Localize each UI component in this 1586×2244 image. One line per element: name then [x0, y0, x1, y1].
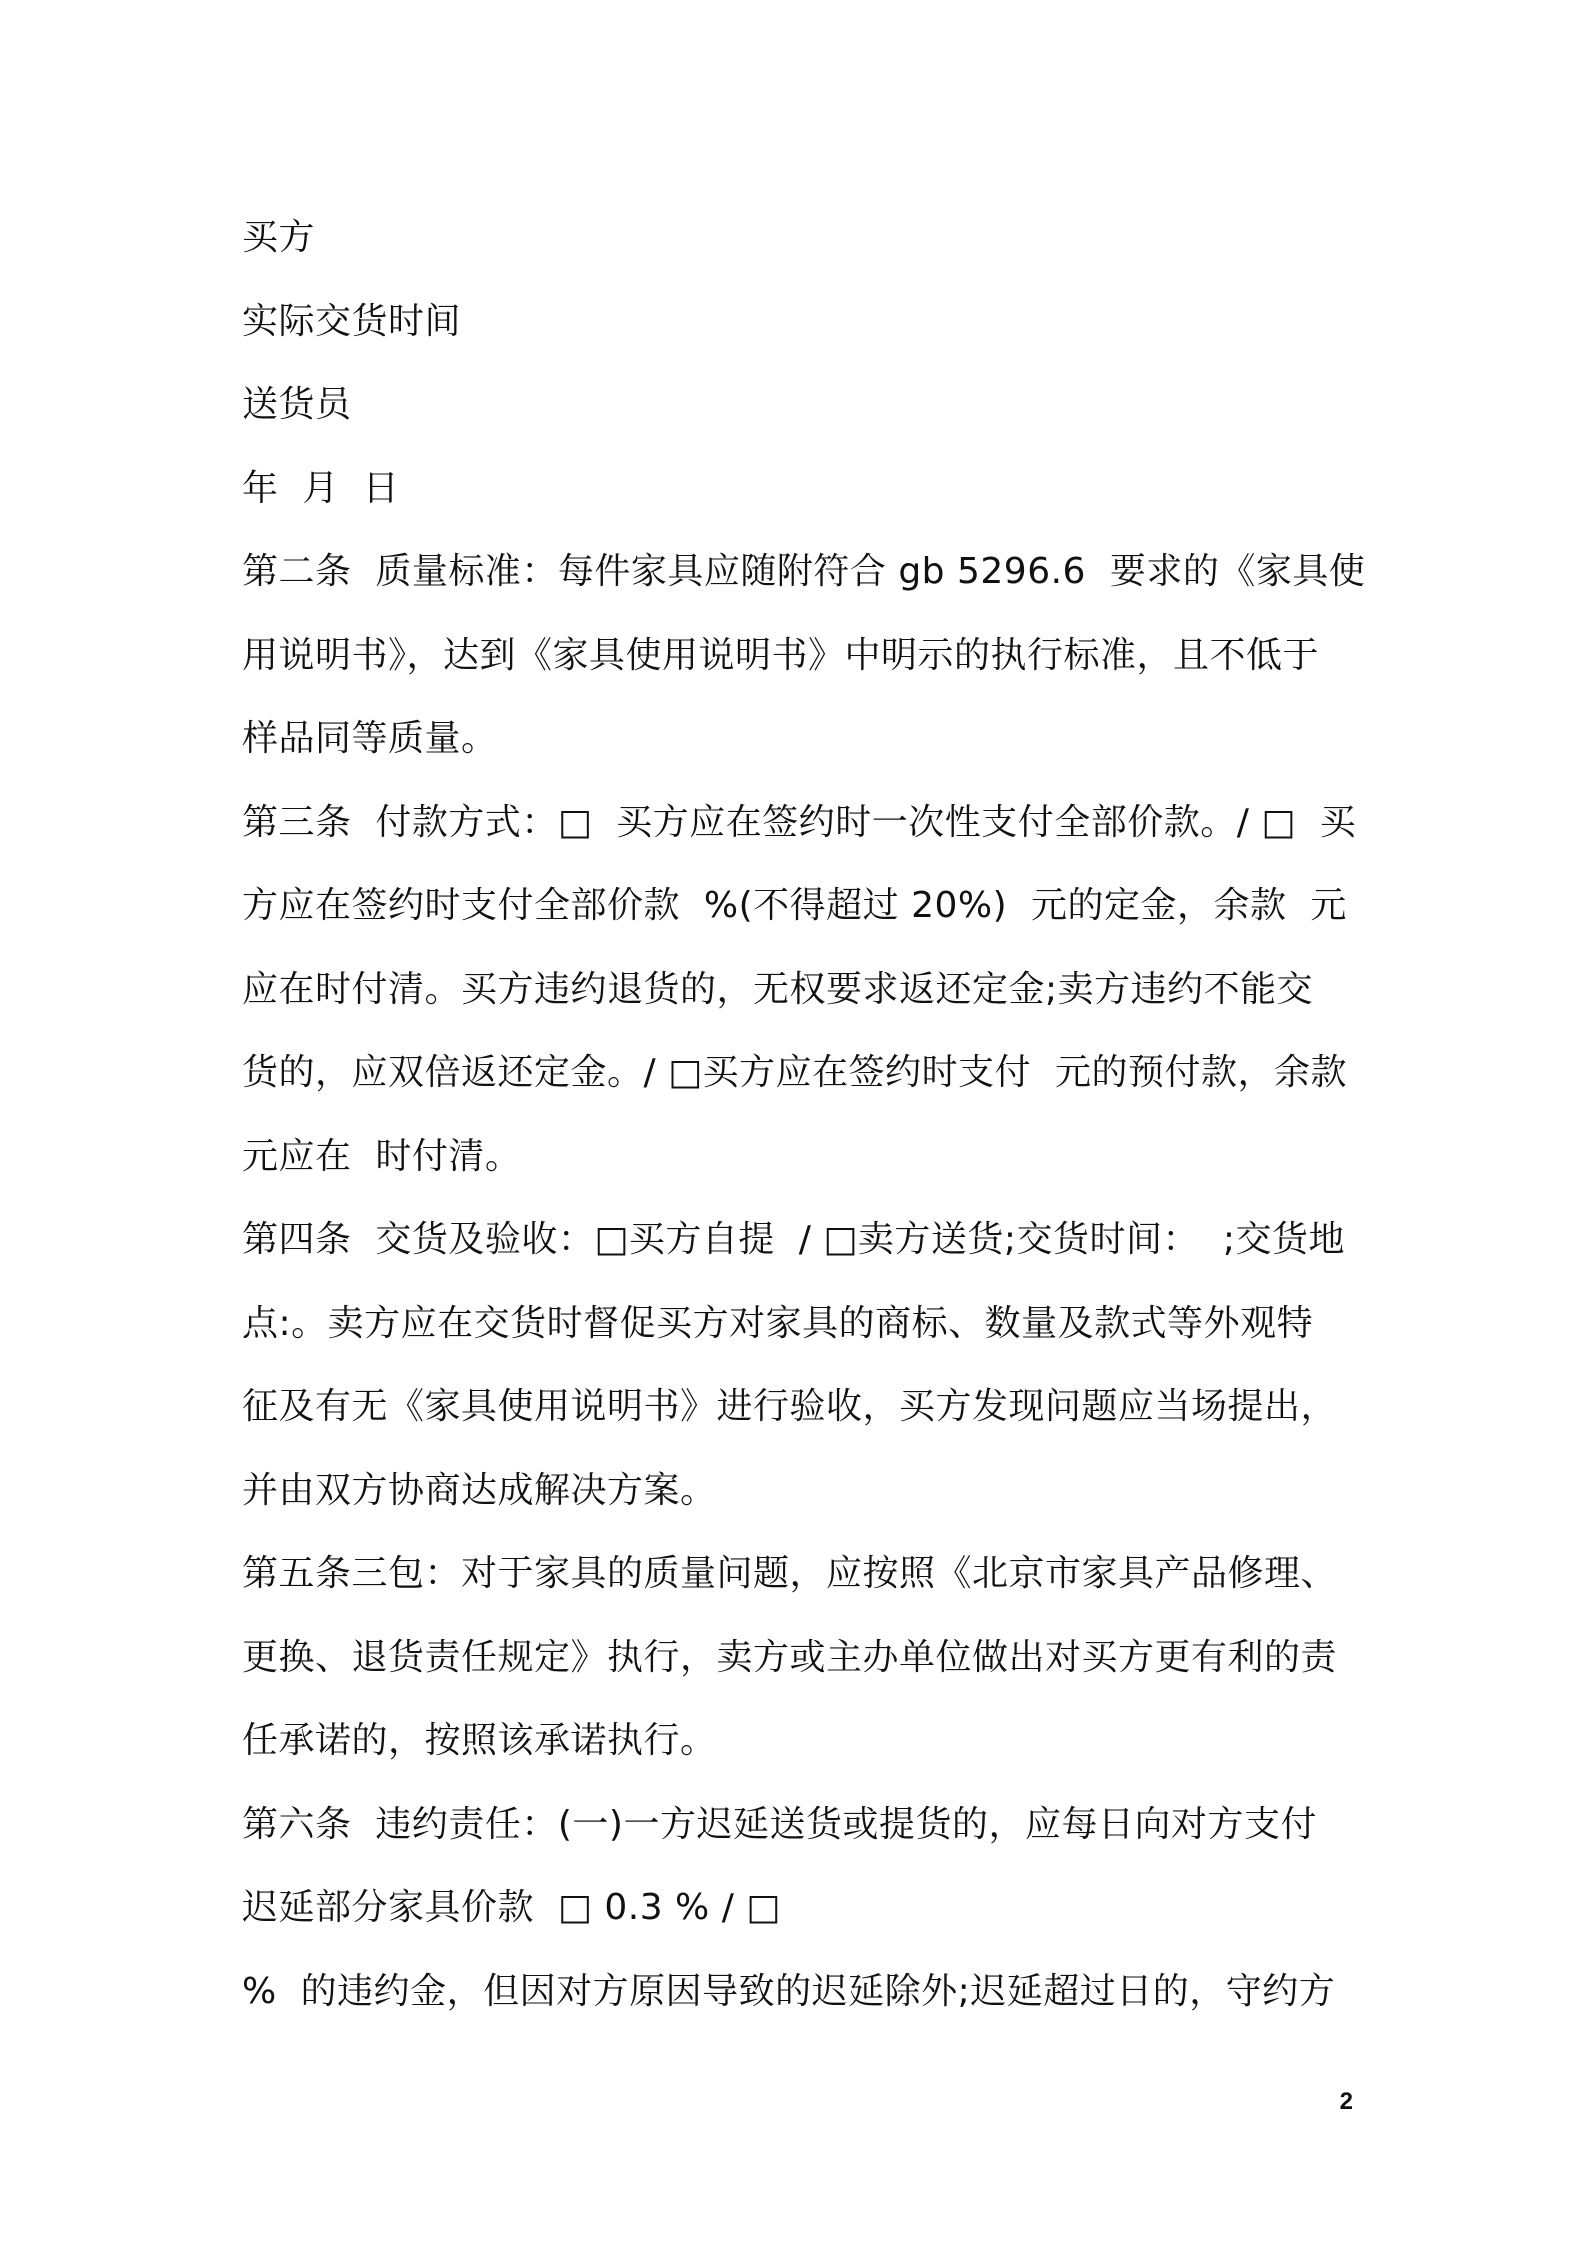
text-line: % 的违约金，但因对方原因导致的迟延除外;迟延超过日的，守约方: [242, 1970, 1336, 2012]
text-line: 并由双方协商达成解决方案。: [242, 1469, 717, 1511]
text-line: 年 月 日: [242, 467, 400, 509]
text-line: 第二条 质量标准：每件家具应随附符合 gb 5296.6 要求的《家具使: [242, 551, 1366, 592]
text-line: 任承诺的，按照该承诺执行。: [242, 1720, 717, 1761]
text-line: 迟延部分家具价款 □ 0.3 % / □: [242, 1887, 781, 1928]
text-line: 样品同等质量。: [242, 718, 498, 759]
text-line: 应在时付清。买方违约退货的，无权要求返还定金;卖方违约不能交: [242, 968, 1314, 1010]
page-number: 2: [1339, 2088, 1353, 2115]
text-line: 更换、退货责任规定》执行，卖方或主办单位做出对买方更有利的责: [242, 1636, 1338, 1678]
text-line: 元应在 时付清。: [242, 1135, 522, 1177]
text-line: 货的，应双倍返还定金。/ □买方应在签约时支付 元的预付款，余款: [242, 1052, 1347, 1093]
text-line: 实际交货时间: [242, 300, 462, 342]
document-body: [242, 196, 1366, 2033]
text-line: 点:。卖方应在交货时督促买方对家具的商标、数量及款式等外观特: [242, 1302, 1314, 1344]
text-line: 买方: [242, 217, 316, 258]
text-line: 方应在签约时支付全部价款 %(不得超过 20%) 元的定金，余款 元: [242, 885, 1347, 926]
text-line: 第三条 付款方式：□ 买方应在签约时一次性支付全部价款。/ □ 买: [242, 801, 1357, 843]
text-line: 第五条三包：对于家具的质量问题，应按照《北京市家具产品修理、: [242, 1553, 1338, 1594]
text-line: 征及有无《家具使用说明书》进行验收，买方发现问题应当场提出，: [242, 1386, 1338, 1427]
text-line: 送货员: [242, 384, 352, 425]
text-line: 第六条 违约责任：(一)一方迟延送货或提货的，应每日向对方支付: [242, 1803, 1317, 1845]
text-line: 第四条 交货及验收：□买方自提 / □卖方送货;交货时间： ;交货地: [242, 1219, 1346, 1260]
text-line: 用说明书》，达到《家具使用说明书》中明示的执行标准，且不低于: [242, 634, 1320, 676]
